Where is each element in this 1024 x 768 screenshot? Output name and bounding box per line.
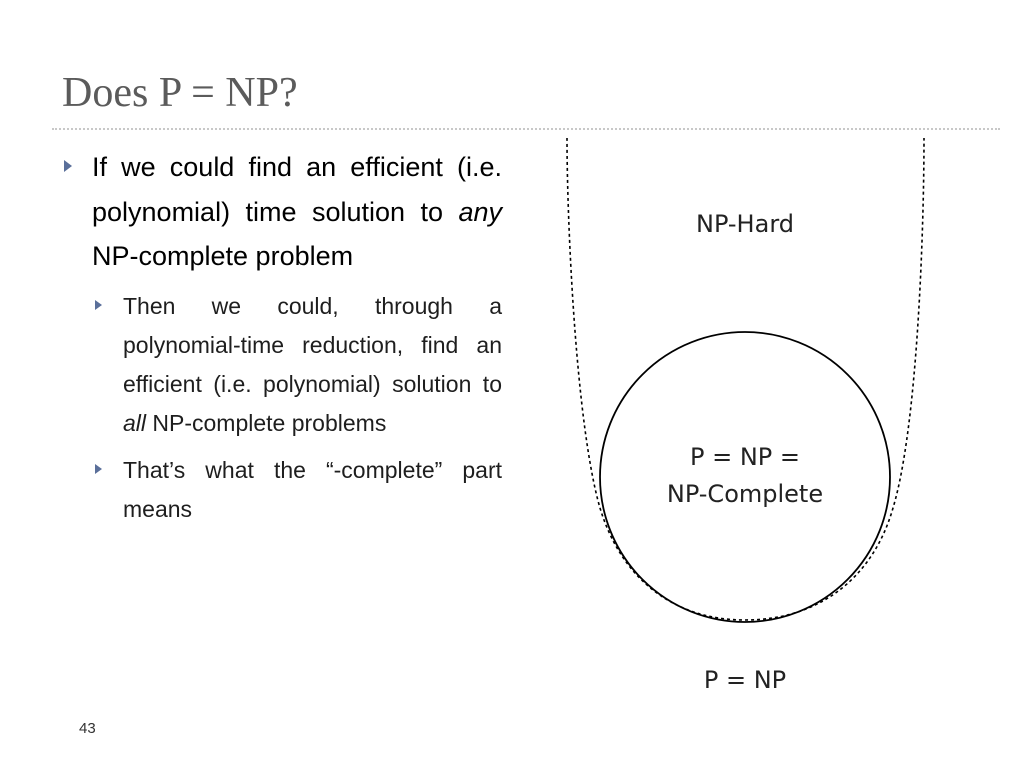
bullet-arrow-icon [95, 300, 102, 310]
np-hard-label: NP-Hard [696, 210, 794, 238]
center-label-line1: P = NP = [689, 443, 801, 471]
np-complete-circle [600, 332, 890, 622]
bullet-arrow-icon [95, 464, 102, 474]
main-bullet [62, 145, 502, 279]
sub-bullet-emphasis: all [123, 409, 147, 436]
sub-bullet-complete-meaning [93, 451, 502, 529]
main-bullet-text-after: NP-complete problem [92, 241, 354, 271]
sub-bullet-text-before: Then we could, through a polynomial-time reduction, find an efficient (i.e. polynomial) solution to [123, 292, 502, 397]
slide-title: Does P = NP? [62, 70, 298, 116]
page-number: 43 [79, 720, 96, 737]
slide-content [62, 145, 502, 529]
bottom-label: P = NP [703, 666, 787, 694]
main-bullet-text-before: If we could find an efficient (i.e. polynomial) time solution to [92, 152, 502, 227]
sub-bullet-text: That’s what the “-complete” part means [123, 456, 502, 522]
main-bullet-emphasis: any [458, 196, 502, 227]
sub-bullet-reduction [93, 287, 502, 443]
bullet-arrow-icon [64, 160, 72, 172]
complexity-class-diagram [540, 130, 960, 710]
sub-bullet-text-after: NP-complete problems [146, 409, 387, 436]
center-label-line2: NP-Complete [666, 480, 824, 508]
